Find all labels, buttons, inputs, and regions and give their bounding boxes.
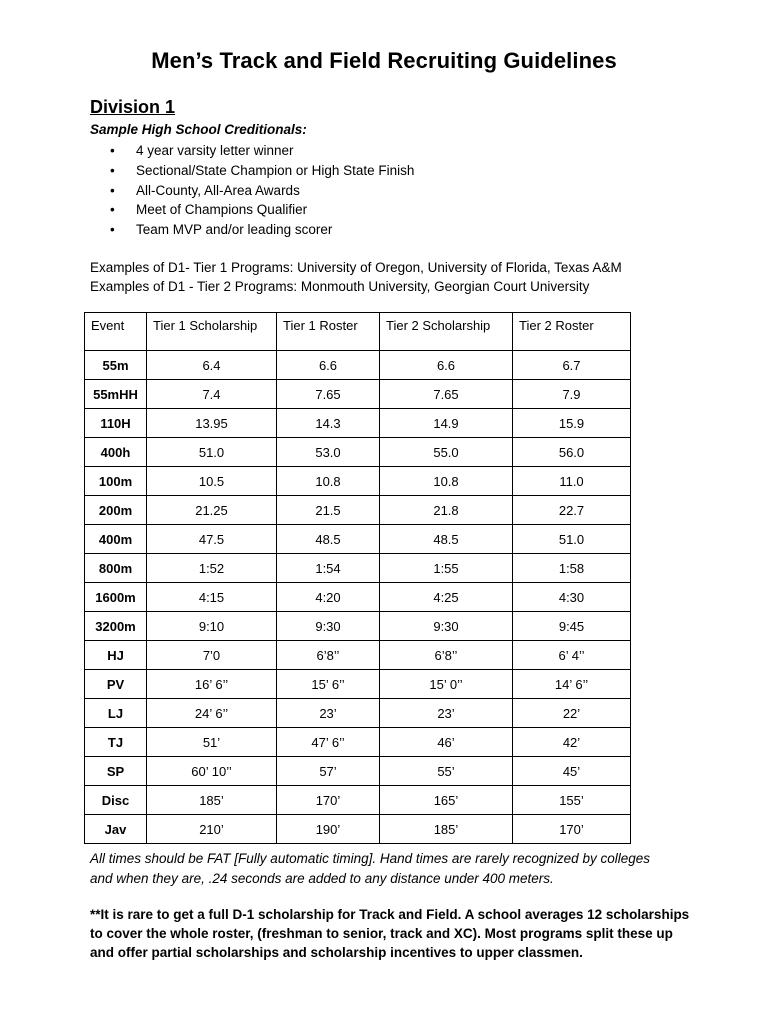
time-cell: 1:58 <box>513 554 631 583</box>
time-cell: 48.5 <box>380 525 513 554</box>
time-cell: 7.65 <box>380 380 513 409</box>
time-cell: 10.8 <box>277 467 380 496</box>
table-row <box>85 496 631 525</box>
table-header-row <box>85 313 631 351</box>
tier2-examples: Examples of D1 - Tier 2 Programs: Monmouth University, Georgian Court University <box>90 279 590 294</box>
timing-note <box>90 849 690 888</box>
column-header: Tier 2 Scholarship <box>380 313 513 351</box>
time-cell: 15.9 <box>513 409 631 438</box>
time-cell: 170’ <box>277 786 380 815</box>
time-cell: 155’ <box>513 786 631 815</box>
list-item <box>110 181 414 201</box>
division-heading: Division 1 <box>90 97 176 117</box>
event-cell: Disc <box>85 786 147 815</box>
bullet-icon: • <box>110 202 115 218</box>
list-item-text: All-County, All-Area Awards <box>136 182 300 198</box>
time-cell: 6’8’’ <box>277 641 380 670</box>
timing-note-line: and when they are, .24 seconds are added to any distance under 400 meters. <box>90 870 554 886</box>
time-cell: 185’ <box>380 815 513 844</box>
list-item-text: Sectional/State Champion or High State Finish <box>136 162 415 178</box>
time-cell: 6.7 <box>513 351 631 380</box>
time-cell: 10.5 <box>147 467 277 496</box>
time-cell: 22’ <box>513 699 631 728</box>
time-cell: 210’ <box>147 815 277 844</box>
time-cell: 190’ <box>277 815 380 844</box>
event-cell: HJ <box>85 641 147 670</box>
time-cell: 13.95 <box>147 409 277 438</box>
event-cell: SP <box>85 757 147 786</box>
time-cell: 21.5 <box>277 496 380 525</box>
time-cell: 9:10 <box>147 612 277 641</box>
time-cell: 47.5 <box>147 525 277 554</box>
time-cell: 55.0 <box>380 438 513 467</box>
table-row <box>85 699 631 728</box>
bullet-icon: • <box>110 222 115 238</box>
event-cell: 110H <box>85 409 147 438</box>
event-cell: 3200m <box>85 612 147 641</box>
time-cell: 170’ <box>513 815 631 844</box>
column-header: Tier 1 Roster <box>277 313 380 351</box>
time-cell: 15’ 0’’ <box>380 670 513 699</box>
time-cell: 51.0 <box>513 525 631 554</box>
time-cell: 46’ <box>380 728 513 757</box>
table-row <box>85 351 631 380</box>
event-cell: 200m <box>85 496 147 525</box>
column-header: Tier 1 Scholarship <box>147 313 277 351</box>
bullet-icon: • <box>110 162 115 178</box>
time-cell: 45’ <box>513 757 631 786</box>
event-cell: 100m <box>85 467 147 496</box>
sample-credentials-heading: Sample High School Creditionals: <box>90 122 307 137</box>
scholarship-note <box>90 905 690 962</box>
event-cell: PV <box>85 670 147 699</box>
event-cell: TJ <box>85 728 147 757</box>
time-cell: 11.0 <box>513 467 631 496</box>
time-cell: 21.25 <box>147 496 277 525</box>
column-header: Event <box>85 313 147 351</box>
time-cell: 1:52 <box>147 554 277 583</box>
time-cell: 22.7 <box>513 496 631 525</box>
list-item <box>110 161 414 181</box>
time-cell: 6’ 4’’ <box>513 641 631 670</box>
time-cell: 51.0 <box>147 438 277 467</box>
table-row <box>85 409 631 438</box>
list-item-text: 4 year varsity letter winner <box>136 143 294 158</box>
time-cell: 7.4 <box>147 380 277 409</box>
table-row <box>85 525 631 554</box>
table-row <box>85 815 631 844</box>
event-cell: 800m <box>85 554 147 583</box>
time-cell: 57’ <box>277 757 380 786</box>
credentials-list <box>110 141 414 240</box>
event-cell: 1600m <box>85 583 147 612</box>
time-cell: 7.65 <box>277 380 380 409</box>
time-cell: 15’ 6’’ <box>277 670 380 699</box>
page-title: Men’s Track and Field Recruiting Guidelines <box>151 48 617 73</box>
time-cell: 6’8’’ <box>380 641 513 670</box>
time-cell: 60’ 10’’ <box>147 757 277 786</box>
scholarship-note-line: to cover the whole roster, (freshman to senior, track and XC). Most programs split these up <box>90 926 673 941</box>
time-cell: 185’ <box>147 786 277 815</box>
table-row <box>85 670 631 699</box>
table-row <box>85 380 631 409</box>
time-cell: 1:54 <box>277 554 380 583</box>
event-cell: 400m <box>85 525 147 554</box>
table-row <box>85 583 631 612</box>
time-cell: 4:25 <box>380 583 513 612</box>
time-cell: 165’ <box>380 786 513 815</box>
time-cell: 4:30 <box>513 583 631 612</box>
time-cell: 55’ <box>380 757 513 786</box>
list-item <box>110 220 414 240</box>
time-cell: 4:20 <box>277 583 380 612</box>
table-row <box>85 786 631 815</box>
time-cell: 53.0 <box>277 438 380 467</box>
bullet-icon: • <box>110 182 115 198</box>
time-cell: 10.8 <box>380 467 513 496</box>
event-cell: LJ <box>85 699 147 728</box>
time-cell: 7.9 <box>513 380 631 409</box>
time-cell: 42’ <box>513 728 631 757</box>
column-header: Tier 2 Roster <box>513 313 631 351</box>
time-cell: 14.3 <box>277 409 380 438</box>
time-cell: 9:45 <box>513 612 631 641</box>
timing-note-line: All times should be FAT [Fully automatic timing]. Hand times are rarely recognized by colleges <box>90 851 650 866</box>
time-cell: 14.9 <box>380 409 513 438</box>
time-cell: 23’ <box>277 699 380 728</box>
list-item-text: Team MVP and/or leading scorer <box>136 222 333 238</box>
event-cell: Jav <box>85 815 147 844</box>
table-row <box>85 641 631 670</box>
list-item <box>110 141 414 161</box>
table-row <box>85 554 631 583</box>
list-item-text: Meet of Champions Qualifier <box>136 202 308 218</box>
time-cell: 9:30 <box>277 612 380 641</box>
recruiting-times-table <box>84 312 631 844</box>
scholarship-note-line: **It is rare to get a full D-1 scholarship for Track and Field. A school averages 12 scholarships <box>90 907 690 922</box>
time-cell: 4:15 <box>147 583 277 612</box>
time-cell: 56.0 <box>513 438 631 467</box>
time-cell: 23’ <box>380 699 513 728</box>
time-cell: 24’ 6’’ <box>147 699 277 728</box>
table-row <box>85 757 631 786</box>
time-cell: 21.8 <box>380 496 513 525</box>
table-row <box>85 728 631 757</box>
scholarship-note-line: and offer partial scholarships and scholarship incentives to upper classmen. <box>90 945 583 960</box>
time-cell: 48.5 <box>277 525 380 554</box>
table-row <box>85 612 631 641</box>
table-row <box>85 467 631 496</box>
time-cell: 16’ 6’’ <box>147 670 277 699</box>
time-cell: 7’0 <box>147 641 277 670</box>
event-cell: 55mHH <box>85 380 147 409</box>
time-cell: 9:30 <box>380 612 513 641</box>
time-cell: 6.4 <box>147 351 277 380</box>
list-item <box>110 200 414 220</box>
tier1-examples: Examples of D1- Tier 1 Programs: University of Oregon, University of Florida, Texas A&M <box>90 260 622 275</box>
time-cell: 6.6 <box>380 351 513 380</box>
bullet-icon: • <box>110 143 115 158</box>
time-cell: 1:55 <box>380 554 513 583</box>
time-cell: 14’ 6’’ <box>513 670 631 699</box>
program-examples <box>90 258 622 296</box>
event-cell: 55m <box>85 351 147 380</box>
table-row <box>85 438 631 467</box>
time-cell: 6.6 <box>277 351 380 380</box>
event-cell: 400h <box>85 438 147 467</box>
time-cell: 47’ 6’’ <box>277 728 380 757</box>
time-cell: 51’ <box>147 728 277 757</box>
